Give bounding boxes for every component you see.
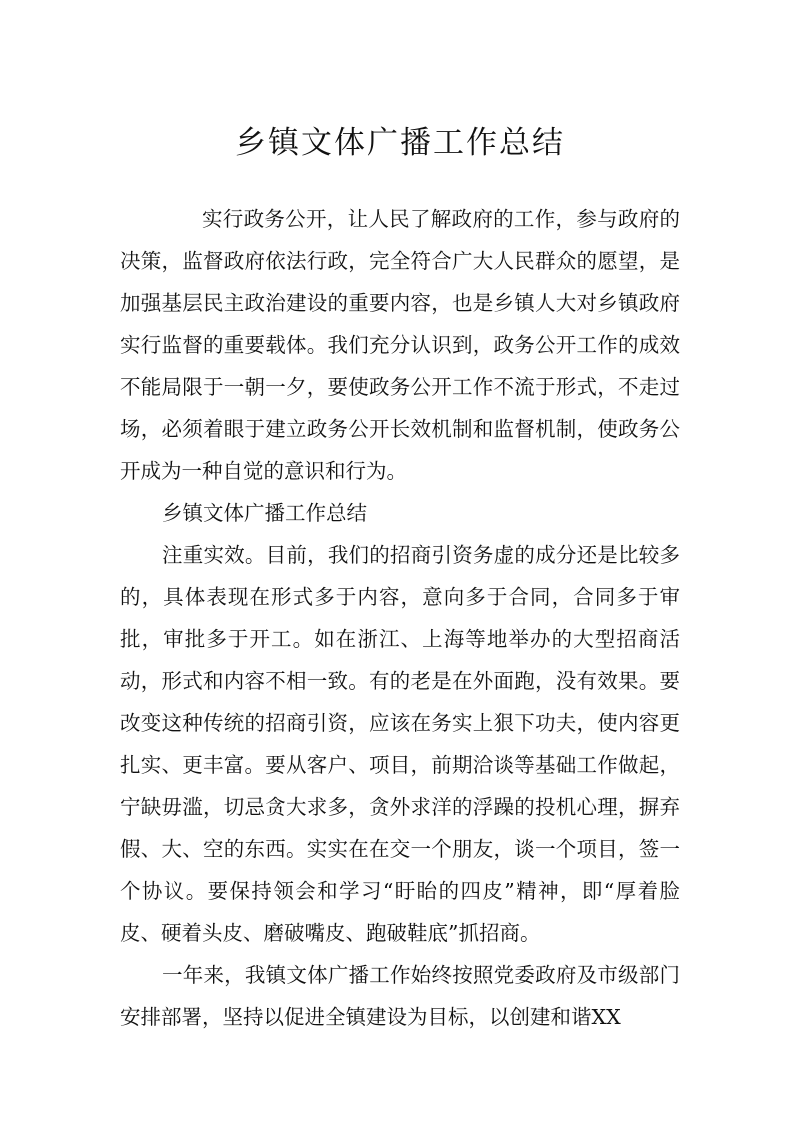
paragraph-investment: 注重实效。目前，我们的招商引资务虚的成分还是比较多的，具体表现在形式多于内容，意向多于合同，合同多于审批，审批多于开工。如在浙江、上海等地举办的大型招商活动，形式和内容不相一致。有的老是在外面跑，没有效果。要改变这种传统的招商引资，应该在务实上狠下功夫，使内容更扎实、更丰富。要从客户、项目，前期洽谈等基础工作做起，宁缺毋滥，切忌贪大求多，贪外求洋的浮躁的投机心理，摒弃假、大、空的东西。实实在在交一个朋友，谈一个项目，签一个协议。要保持领会和学习“盱眙的四皮”精神，即“厚着脸皮、硬着头皮、磨破嘴皮、跑破鞋底”抓招商。: [120, 543, 680, 945]
document-title: 乡镇文体广播工作总结: [235, 124, 565, 161]
paragraph-annual-summary: 一年来，我镇文体广播工作始终按照党委政府及市级部门安排部署，坚持以促进全镇建设为目标，以创建和谐XX: [120, 963, 680, 1029]
paragraph-subtitle: 乡镇文体广播工作总结: [162, 501, 367, 525]
paragraph-government-affairs: 实行政务公开，让人民了解政府的工作，参与政府的决策，监督政府依法行政，完全符合广大人民群众的愿望，是加强基层民主政治建设的重要内容，也是乡镇人大对乡镇政府实行监督的重要载体。我们充分认识到，政务公开工作的成效不能局限于一朝一夕，要使政务公开工作不流于形式，不走过场，必须着眼于建立政务公开长效机制和监督机制，使政务公开成为一种自觉的意识和行为。: [120, 207, 680, 483]
